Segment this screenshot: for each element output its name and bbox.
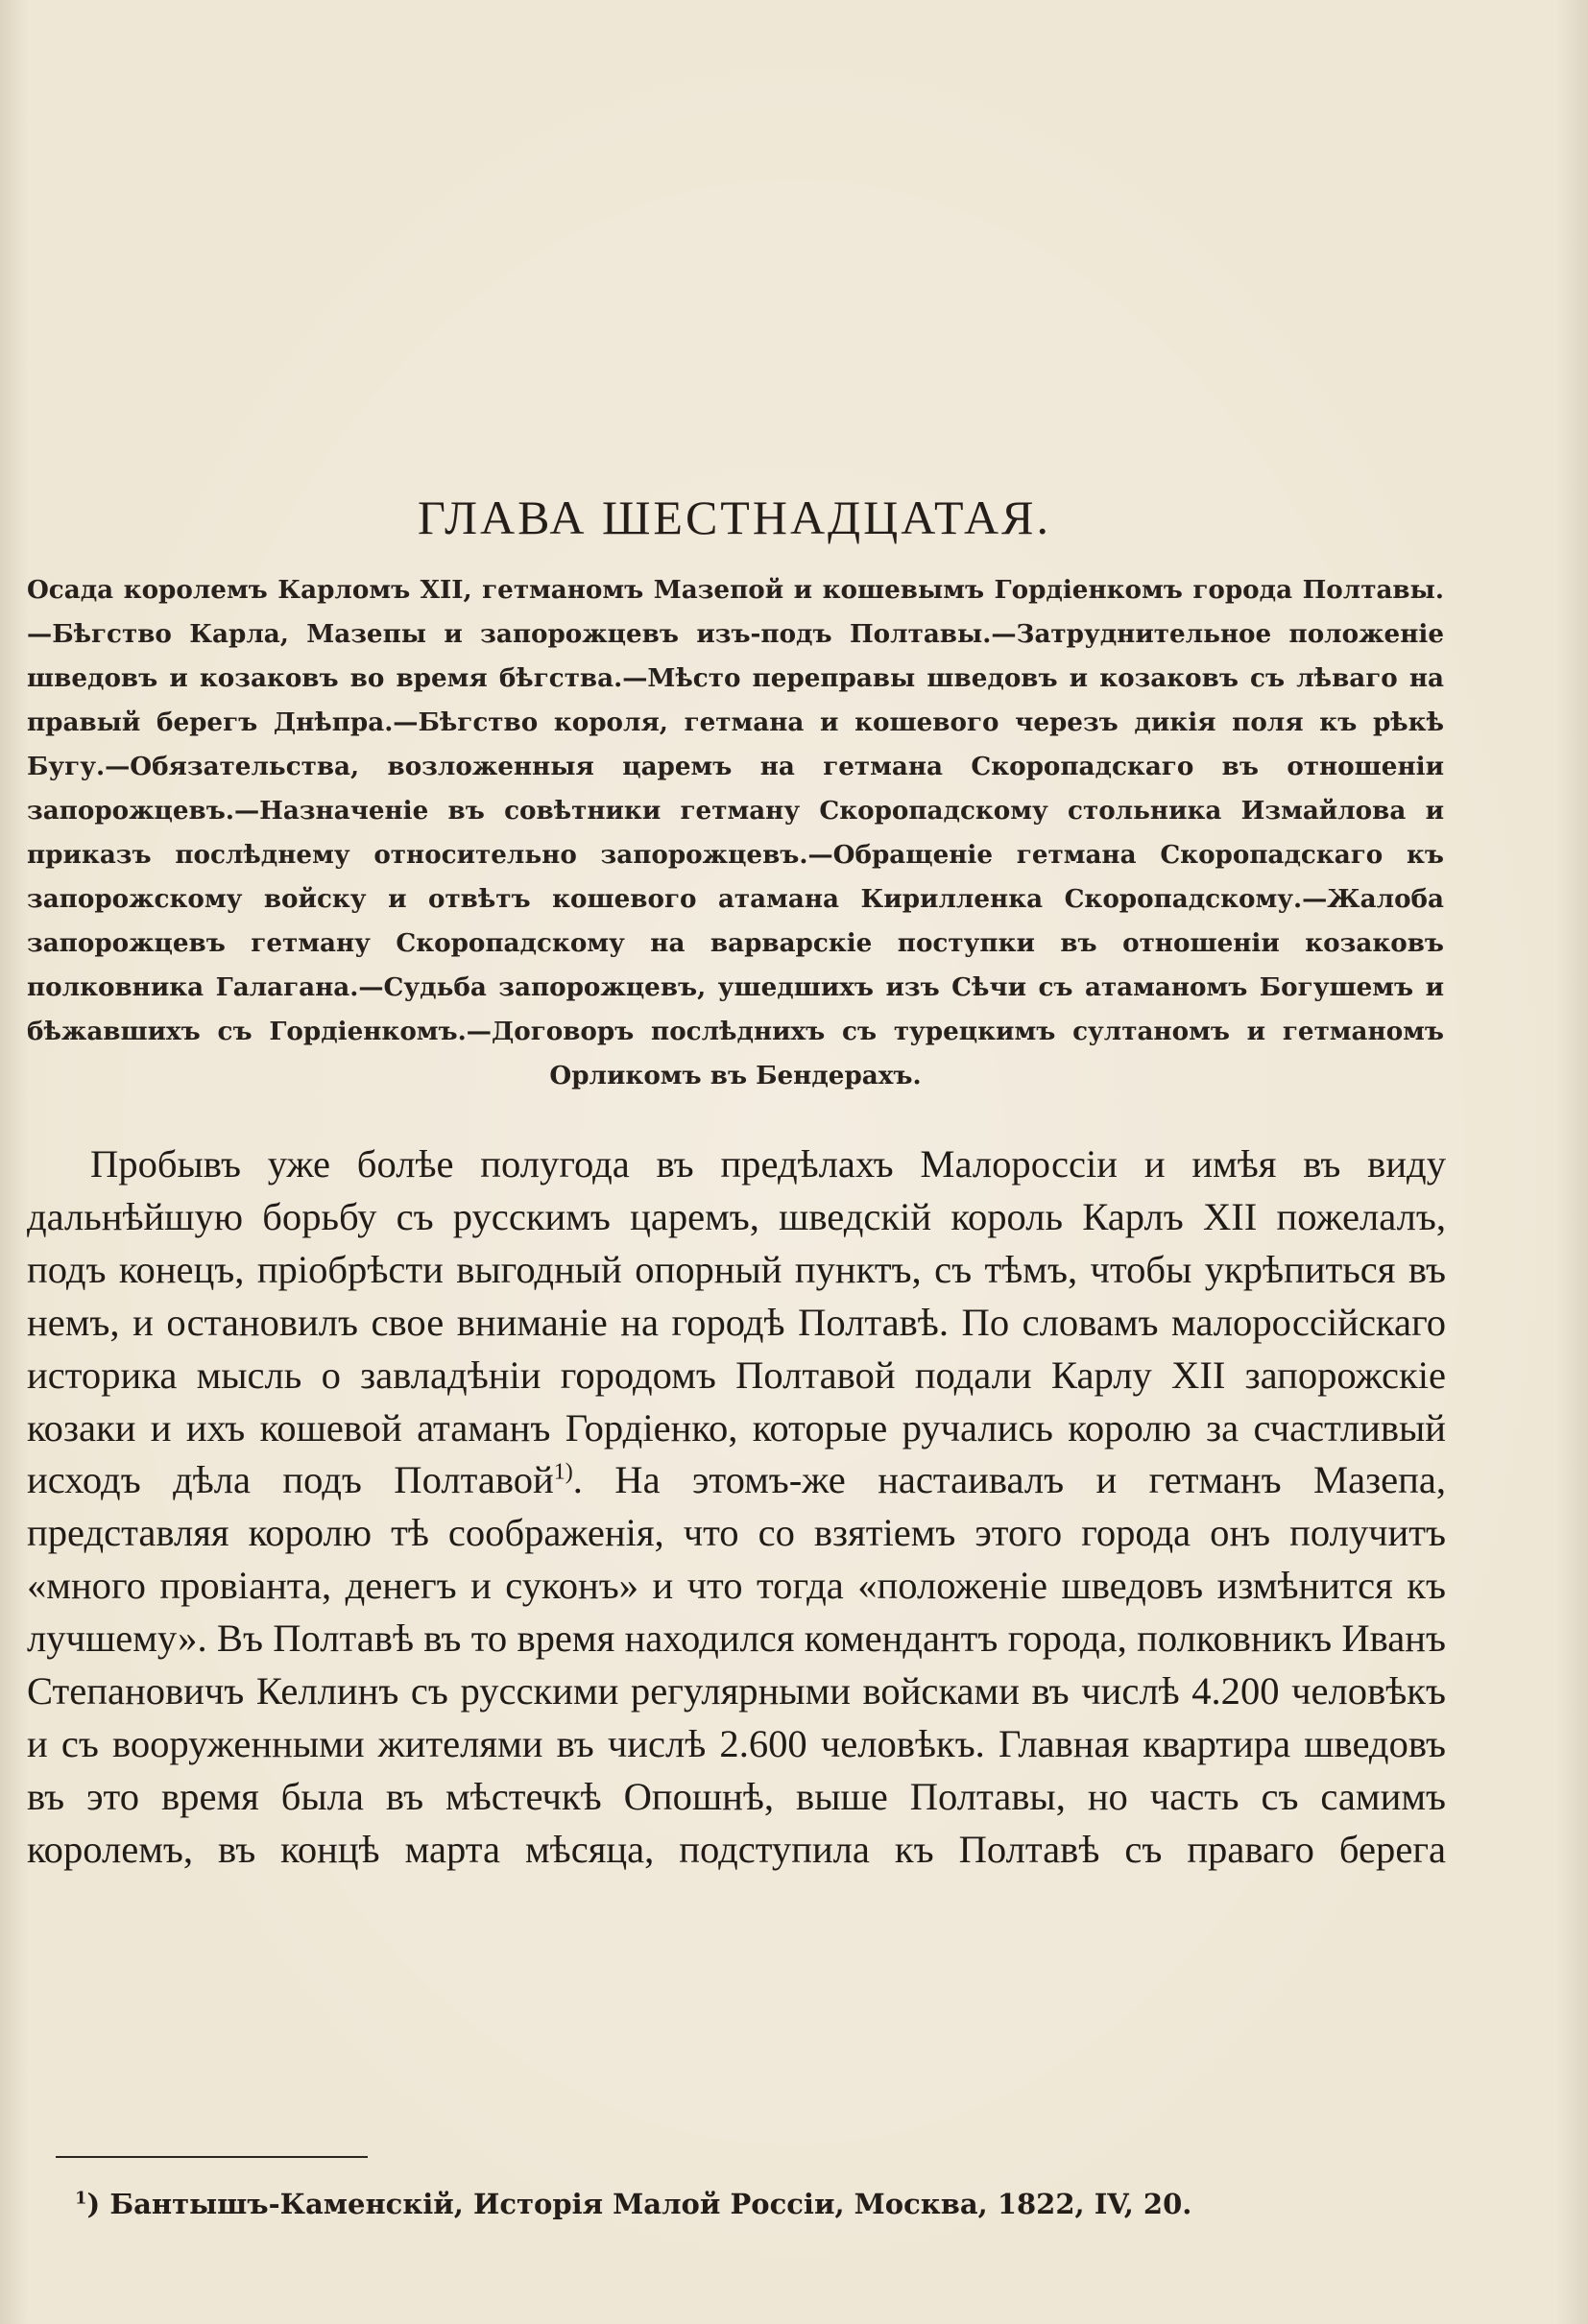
main-paragraph: [27, 1138, 1446, 1877]
footnote-text: ) Бантышъ-Каменскій, Исторія Малой Россіи, Москва, 1822, IV, 20.: [86, 2188, 1192, 2220]
chapter-title: ГЛАВА ШЕСТНАДЦАТАЯ.: [417, 491, 1051, 544]
footnote-separator: [56, 2156, 368, 2158]
footnote-reference: 1): [553, 1459, 573, 1485]
paragraph-text-part1: Пробывъ уже болѣе полугода въ предѣлахъ Малороссіи и имѣя въ виду дальнѣйшую борьбу съ русскимъ царемъ, шведскій король Карлъ XII пожелалъ, подъ конецъ, пріобрѣсти выгодный опорный пунктъ, съ тѣмъ, чтобы укрѣпиться въ немъ, и остановилъ свое вниманіе на городѣ Полтавѣ. По словамъ малороссійскаго историка мысль о завладѣніи городомъ Полтавой подали Карлу XII запорожскіе козаки и ихъ кошевой атаманъ Гордіенко, которые ручались королю за счастливый исходъ дѣла подъ Полтавой: [27, 1142, 1446, 1502]
footnote: [75, 2185, 1438, 2223]
paragraph-text-part2: . На этомъ-же настаивалъ и гетманъ Мазепа, представляя королю тѣ соображенія, что со взятіемъ этого города онъ получитъ «много провіанта, денегъ и суконъ» и что тогда «положеніе шведовъ измѣнится къ лучшему». Въ Полтавѣ въ то время находился комендантъ города, полковникъ Иванъ Степановичъ Келлинъ съ русскими регулярными войсками въ числѣ 4.200 человѣкъ и съ вооруженными жителями въ числѣ 2.600 человѣкъ. Главная квартира шведовъ въ это время была въ мѣстечкѣ Опошнѣ, выше Полтавы, но часть съ самимъ королемъ, въ концѣ марта мѣсяца, подступила къ Полтавѣ съ праваго берега: [27, 1458, 1446, 1871]
chapter-summary: Осада королемъ Карломъ XII, гетманомъ Мазепой и кошевымъ Гордіенкомъ города Полтавы.—Бѣгство Карла, Мазепы и запорожцевъ изъ-подъ Полтавы.—Затруднительное положеніе шведовъ и козаковъ во время бѣгства.—Мѣсто переправы шведовъ и козаковъ съ лѣваго на правый берегъ Днѣпра.—Бѣгство короля, гетмана и кошевого черезъ дикія поля къ рѣкѣ Бугу.—Обязательства, возложенныя царемъ на гетмана Скоропадскаго въ отношеніи запорожцевъ.—Назначеніе въ совѣтники гетману Скоропадскому стольника Измайлова и приказъ послѣднему относительно запорожцевъ.—Обращеніе гетмана Скоропадскаго къ запорожскому войску и отвѣтъ кошевого атамана Кирилленка Скоропадскому.—Жалоба запорожцевъ гетману Скоропадскому на варварскіе поступки въ отношеніи козаковъ полковника Галагана.—Судьба запорожцевъ, ушедшихъ изъ Сѣчи съ атаманомъ Богушемъ и бѣжавшихъ съ Гордіенкомъ.—Договоръ послѣднихъ съ турецкимъ султаномъ и гетманомъ Орликомъ въ Бендерахъ.: [27, 575, 1444, 1090]
footnote-mark: 1: [75, 2188, 87, 2209]
